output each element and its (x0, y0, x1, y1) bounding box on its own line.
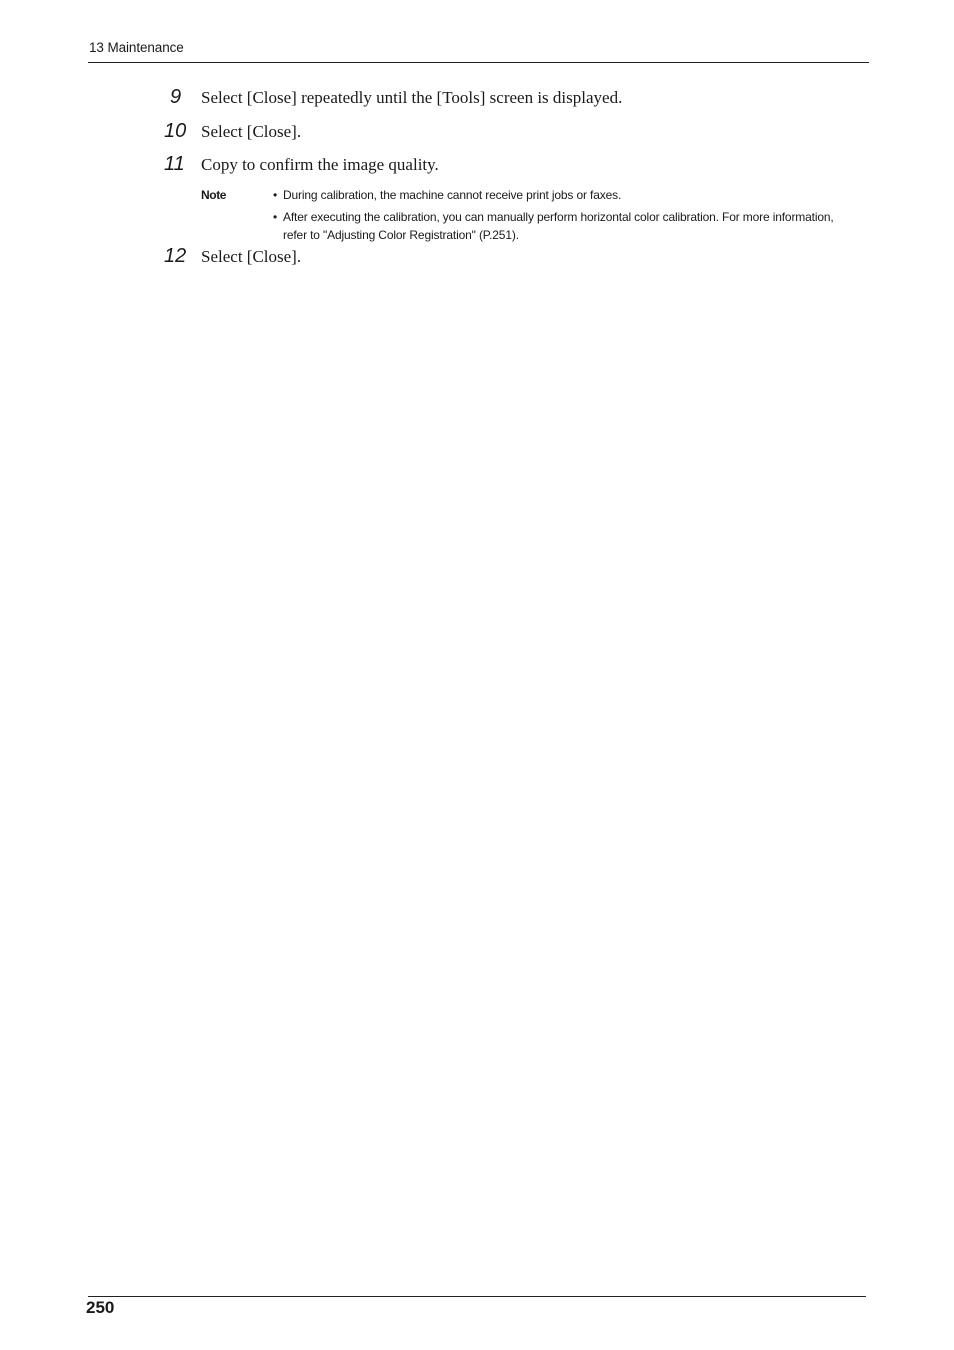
bullet-icon: • (273, 210, 278, 224)
step-text: Select [Close]. (201, 122, 302, 141)
step-number: 9 (170, 86, 182, 108)
bullet-icon: • (273, 188, 278, 202)
step-number: 11 (164, 153, 185, 175)
note-item-text: After executing the calibration, you can manually perform horizontal color calibration. For more information, refer to "Adjusting Color Registration" (P.251). (283, 210, 834, 242)
step-text: Copy to confirm the image quality. (201, 155, 439, 174)
step-number: 12 (164, 245, 187, 267)
step-number: 10 (164, 120, 187, 142)
step-text: Select [Close] repeatedly until the [Tools] screen is displayed. (201, 88, 623, 107)
note-item (273, 186, 843, 204)
note-item (273, 208, 843, 244)
footer-divider (88, 1296, 866, 1297)
header-divider (88, 62, 869, 63)
page-number: 250 (86, 1298, 115, 1317)
section-title: 13 Maintenance (89, 40, 184, 55)
step-text: Select [Close]. (201, 247, 302, 266)
note-label: Note (201, 188, 227, 202)
note-item-text: During calibration, the machine cannot receive print jobs or faxes. (283, 188, 622, 202)
